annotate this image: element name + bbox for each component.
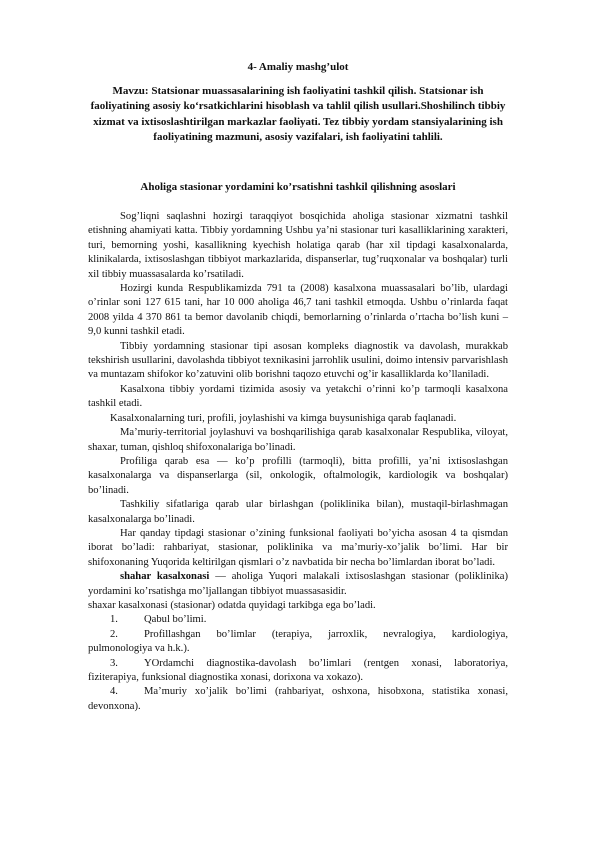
paragraph-3: Tibbiy yordamning stasionar tipi asosan kompleks diagnostik va davolash, murakkab tekshirish usullarini, davolashda tibbiyot texnikasini jarrohlik usulini, doimo intensiv parvarishlash va muntazam shifokor ko’zatuvini olib borishni taqozo etuvchi og’ir kasalliklarda ko’llaniladi. xyxy=(88,340,508,381)
page-title: 4- Amaliy mashg’ulot xyxy=(247,61,349,73)
paragraph-4: Kasalxona tibbiy yordami tizimida asosiy va yetakchi o’rinni ko’p tarmoqli kasalxona tashkil etadi. xyxy=(88,383,508,410)
list-text: YOrdamchi diagnostika-davolash bo’limlari (rentgen xonasi, laboratoriya, fiziterapiya, funksional diagnostika xonasi, dorixona va xokazo). xyxy=(88,657,508,683)
city-hospital-term: shahar kasalxonasi xyxy=(120,571,210,583)
topic-heading: Mavzu: Statsionar muassasalarining ish faoliyatini tashkil qilish. Statsionar ish faoliyatining asosiy ko‘rsatkichlarini hisoblash va tahlil qilish usullari.Shoshilinch tibbiy xizmat va ixtisoslashtirilgan markazlar faoliyati. Tez tibbiy yordam stansiyalarining ish faoliyatining mazmuni, asosiy vazifalari, ish faoliyatini tahlili. xyxy=(90,85,506,144)
document-body xyxy=(88,210,508,714)
list-text: Ma’muriy xo’jalik bo’limi (rahbariyat, oshxona, hisobxona, statistika xonasi, devonxona). xyxy=(88,686,508,712)
list-number: 3. xyxy=(110,657,118,669)
city-hospital-definition: — aholiga Yuqori malakali ixtisoslashgan stasionar (poliklinika) yordamini ko’rsatishga mo’ljallangan tibbiyot muassasasidir. xyxy=(88,571,508,597)
paragraph-6: Ma’muriy-territorial joylashuvi va boshqarilishiga qarab kasalxonalar Respublika, viloyat, shaxar, tuman, qishloq shifoxonalariga bo’linadi. xyxy=(88,427,508,453)
paragraph-7: Profiliga qarab esa — ko’p profilli (tarmoqli), bitta profilli, ya’ni ixtisoslashgan kasalxonalarga va dispanserlarga (sil, onkologik, oftalmologik, kardiologik va boshqalar) bo’linadi. xyxy=(88,455,508,496)
list-number: 4. xyxy=(110,686,118,698)
list-number: 2. xyxy=(110,628,118,640)
section-title: Aholiga stasionar yordamini ko’rsatishni tashkil qilishning asoslari xyxy=(140,181,456,193)
list-item xyxy=(88,613,508,627)
list-item xyxy=(88,685,508,714)
paragraph-2: Hozirgi kunda Respublikamizda 791 ta (2008) kasalxona muassasalari bo’lib, ulardagi o’rinlar soni 127 615 tani, har 10 000 aholiga 46,7 tani tashkil etmoqda. Ushbu o’rinlarda faqat 2008 yilda 4 370 861 ta bemor davolanib chiqdi, bemorlarning o’rinlarda o’rtacha bo’lish kuni – 9,0 kunni tashkil etadi. xyxy=(88,283,508,338)
paragraph-8: Tashkiliy sifatlariga qarab ular birlashgan (poliklinika bilan), mustaqil-birlashmagan kasalxonalarga bo’linadi. xyxy=(88,499,508,525)
paragraph-11: shaxar kasalxonasi (stasionar) odatda quyidagi tarkibga ega bo’ladi. xyxy=(88,599,376,611)
paragraph-5: Kasalxonalarning turi, profili, joylashishi va kimga buysunishiga qarab faqlanadi. xyxy=(110,412,457,424)
list-text: Profillashgan bo’limlar (terapiya, jarroxlik, nevralogiya, kardiologiya, pulmonologiya va h.k.). xyxy=(88,628,508,655)
paragraph-9: Har qanday tipdagi stasionar o’zining funksional faoliyati bo’yicha asosan 4 ta qismdan iborat bo’ladi: rahbariyat, stasionar, poliklinika va ma’muriy-xo’jalik bo’limi. Har bir shifoxonaning Yuqorida keltirilgan qismlari o’z navbatida bir necha bo’limlardan iborat bo’ladi. xyxy=(88,527,508,568)
list-item xyxy=(88,657,508,686)
list-number: 1. xyxy=(110,614,118,626)
list-text: Qabul bo’limi. xyxy=(144,614,207,626)
paragraph-1: Sog’liqni saqlashni hozirgi taraqqiyot bosqichida aholiga stasionar xizmatni tashkil etishning ahamiyati katta. Tibbiy yordamning Ushbu ya’ni stasionar turi kasalliklarining xarakteri, turi, bemorning yoshi, kasallikning kyechish holatiga qarab (har xil tipdagi kasalxonalarda, klinikalarda, ixtisoslashgan tibbiyot markazlarida, dispanserlar, tug’ruqxonalar va boshqalar) turli xil tibbiy muassasalarda ko’rsatiladi. xyxy=(88,211,508,280)
list-item xyxy=(88,628,508,657)
paragraph-10 xyxy=(88,570,508,599)
